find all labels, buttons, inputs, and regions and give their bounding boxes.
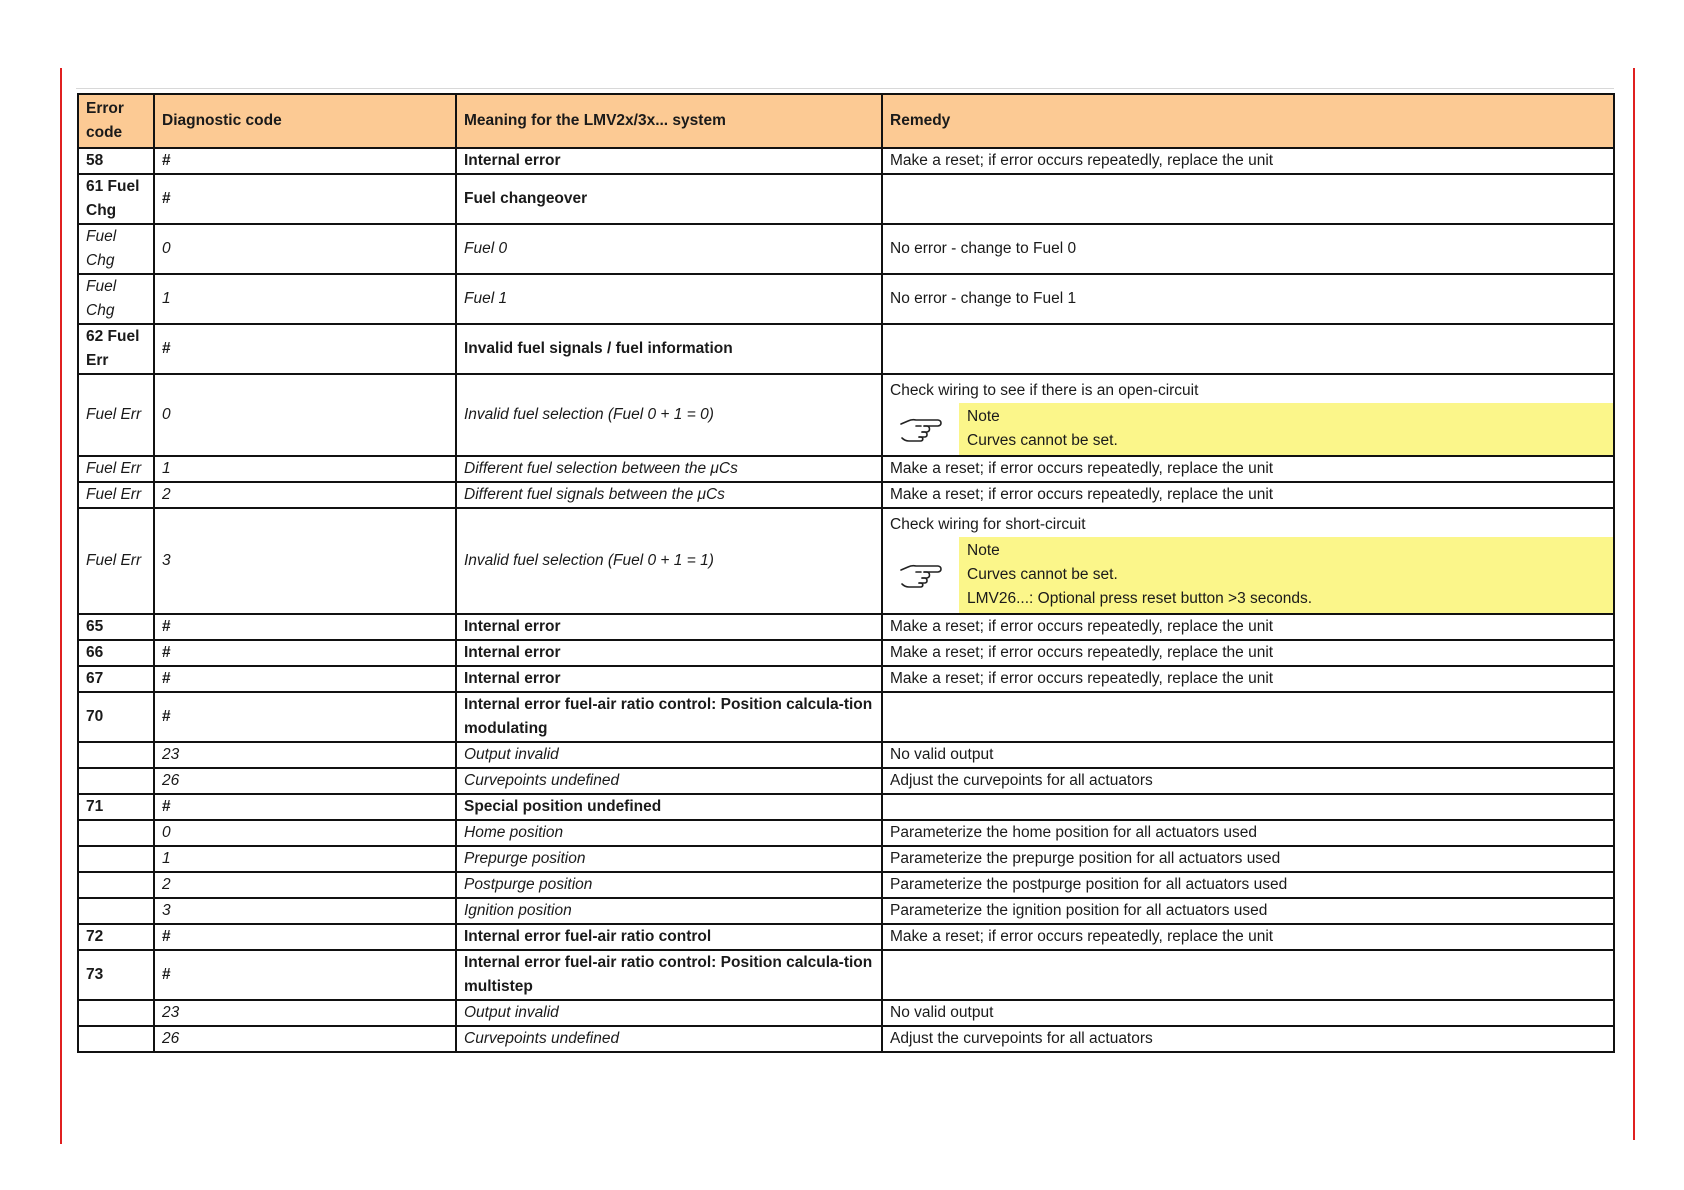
error-code-cell — [78, 898, 154, 924]
note-line: Curves cannot be set. — [967, 432, 1118, 449]
diagnostic-code-cell: 1 — [154, 846, 456, 872]
diagnostic-code-cell: # — [154, 950, 456, 1000]
diagnostic-code-cell: # — [154, 666, 456, 692]
error-code-cell: Fuel Err — [78, 482, 154, 508]
remedy-cell — [882, 950, 1614, 1000]
error-code-cell: 61 Fuel Chg — [78, 174, 154, 224]
meaning-cell: Fuel 0 — [456, 224, 882, 274]
error-code-cell: Fuel Err — [78, 456, 154, 482]
diagnostic-code-cell: 0 — [154, 820, 456, 846]
pointing-hand-icon — [883, 537, 959, 613]
error-code-table — [77, 93, 1615, 1053]
meaning-cell: Different fuel signals between the μCs — [456, 482, 882, 508]
error-code-cell — [78, 820, 154, 846]
diagnostic-code-cell: # — [154, 692, 456, 742]
table-row — [78, 1026, 1614, 1052]
remedy-cell: No valid output — [882, 742, 1614, 768]
table-row — [78, 872, 1614, 898]
diagnostic-code-cell: 23 — [154, 742, 456, 768]
remedy-cell: Make a reset; if error occurs repeatedly, replace the unit — [882, 666, 1614, 692]
page-margin-line-right — [1633, 68, 1635, 1140]
meaning-cell: Curvepoints undefined — [456, 1026, 882, 1052]
table-row — [78, 148, 1614, 174]
diagnostic-code-cell: 26 — [154, 768, 456, 794]
table-row — [78, 692, 1614, 742]
diagnostic-code-cell: 0 — [154, 224, 456, 274]
diagnostic-code-cell: # — [154, 614, 456, 640]
remedy-cell — [882, 508, 1614, 614]
top-rule — [76, 88, 1614, 89]
meaning-cell: Internal error — [456, 666, 882, 692]
table-row — [78, 324, 1614, 374]
remedy-cell: Make a reset; if error occurs repeatedly, replace the unit — [882, 924, 1614, 950]
error-code-cell: Fuel Err — [78, 374, 154, 456]
table-row — [78, 640, 1614, 666]
diagnostic-code-cell: 2 — [154, 482, 456, 508]
diagnostic-code-cell: 1 — [154, 274, 456, 324]
pointing-hand-icon — [883, 403, 959, 455]
error-code-cell: 66 — [78, 640, 154, 666]
remedy-cell: Make a reset; if error occurs repeatedly, replace the unit — [882, 482, 1614, 508]
table-row — [78, 224, 1614, 274]
remedy-cell: Adjust the curvepoints for all actuators — [882, 768, 1614, 794]
table-row — [78, 1000, 1614, 1026]
table-row — [78, 924, 1614, 950]
remedy-text: Check wiring for short-circuit — [890, 516, 1086, 533]
diagnostic-code-cell: 23 — [154, 1000, 456, 1026]
diagnostic-code-cell: # — [154, 640, 456, 666]
table-row — [78, 666, 1614, 692]
table-row — [78, 274, 1614, 324]
remedy-cell: No valid output — [882, 1000, 1614, 1026]
error-code-cell — [78, 742, 154, 768]
note-title: Note — [967, 542, 1000, 559]
error-code-cell — [78, 768, 154, 794]
diagnostic-code-cell: 0 — [154, 374, 456, 456]
table-row — [78, 614, 1614, 640]
header-diagnostic-code: Diagnostic code — [154, 94, 456, 148]
remedy-cell: Make a reset; if error occurs repeatedly, replace the unit — [882, 148, 1614, 174]
meaning-cell: Prepurge position — [456, 846, 882, 872]
meaning-cell: Internal error — [456, 640, 882, 666]
header-remedy: Remedy — [882, 94, 1614, 148]
remedy-cell — [882, 692, 1614, 742]
error-code-cell — [78, 1026, 154, 1052]
note-block — [883, 537, 1613, 613]
error-code-cell: Fuel Chg — [78, 224, 154, 274]
error-code-cell: 65 — [78, 614, 154, 640]
meaning-cell: Special position undefined — [456, 794, 882, 820]
diagnostic-code-cell: # — [154, 324, 456, 374]
error-code-cell — [78, 1000, 154, 1026]
diagnostic-code-cell: 1 — [154, 456, 456, 482]
diagnostic-code-cell: # — [154, 924, 456, 950]
meaning-cell: Internal error fuel-air ratio control: Position calcula-tion modulating — [456, 692, 882, 742]
remedy-cell: Make a reset; if error occurs repeatedly, replace the unit — [882, 640, 1614, 666]
table-row — [78, 846, 1614, 872]
meaning-cell: Different fuel selection between the μCs — [456, 456, 882, 482]
remedy-cell — [882, 324, 1614, 374]
remedy-cell: Make a reset; if error occurs repeatedly, replace the unit — [882, 456, 1614, 482]
table-header-row — [78, 94, 1614, 148]
header-meaning: Meaning for the LMV2x/3x... system — [456, 94, 882, 148]
remedy-cell — [882, 174, 1614, 224]
diagnostic-code-cell: # — [154, 148, 456, 174]
diagnostic-code-cell: 3 — [154, 508, 456, 614]
error-code-cell: 67 — [78, 666, 154, 692]
remedy-cell — [882, 374, 1614, 456]
meaning-cell: Invalid fuel signals / fuel information — [456, 324, 882, 374]
error-code-cell: 73 — [78, 950, 154, 1000]
note-box — [959, 537, 1613, 613]
table-row — [78, 820, 1614, 846]
meaning-cell: Home position — [456, 820, 882, 846]
page-margin-line-left — [60, 68, 62, 1144]
meaning-cell: Internal error — [456, 614, 882, 640]
meaning-cell: Fuel changeover — [456, 174, 882, 224]
meaning-cell: Invalid fuel selection (Fuel 0 + 1 = 1) — [456, 508, 882, 614]
error-code-cell: 72 — [78, 924, 154, 950]
remedy-cell — [882, 794, 1614, 820]
error-code-cell: 58 — [78, 148, 154, 174]
table-row — [78, 742, 1614, 768]
error-code-cell: Fuel Err — [78, 508, 154, 614]
note-block — [883, 403, 1613, 455]
table-row — [78, 456, 1614, 482]
table-row — [78, 898, 1614, 924]
diagnostic-code-cell: 26 — [154, 1026, 456, 1052]
diagnostic-code-cell: 2 — [154, 872, 456, 898]
remedy-text: Check wiring to see if there is an open-circuit — [890, 382, 1199, 399]
remedy-cell: Adjust the curvepoints for all actuators — [882, 1026, 1614, 1052]
meaning-cell: Output invalid — [456, 742, 882, 768]
error-code-cell — [78, 846, 154, 872]
meaning-cell: Ignition position — [456, 898, 882, 924]
meaning-cell: Postpurge position — [456, 872, 882, 898]
remedy-cell: Make a reset; if error occurs repeatedly, replace the unit — [882, 614, 1614, 640]
remedy-cell: Parameterize the prepurge position for all actuators used — [882, 846, 1614, 872]
header-error-code: Error code — [78, 94, 154, 148]
table-row — [78, 950, 1614, 1000]
table-row — [78, 174, 1614, 224]
remedy-cell: Parameterize the ignition position for all actuators used — [882, 898, 1614, 924]
error-code-cell: 71 — [78, 794, 154, 820]
meaning-cell: Internal error fuel-air ratio control — [456, 924, 882, 950]
meaning-cell: Output invalid — [456, 1000, 882, 1026]
table-row — [78, 768, 1614, 794]
meaning-cell: Fuel 1 — [456, 274, 882, 324]
table-row — [78, 508, 1614, 614]
meaning-cell: Internal error — [456, 148, 882, 174]
diagnostic-code-cell: 3 — [154, 898, 456, 924]
note-line: Curves cannot be set. — [967, 566, 1118, 583]
diagnostic-code-cell: # — [154, 794, 456, 820]
error-code-cell — [78, 872, 154, 898]
error-code-cell: 70 — [78, 692, 154, 742]
remedy-cell: No error - change to Fuel 1 — [882, 274, 1614, 324]
meaning-cell: Internal error fuel-air ratio control: Position calcula-tion multistep — [456, 950, 882, 1000]
diagnostic-code-cell: # — [154, 174, 456, 224]
remedy-cell: No error - change to Fuel 0 — [882, 224, 1614, 274]
table-row — [78, 794, 1614, 820]
meaning-cell: Invalid fuel selection (Fuel 0 + 1 = 0) — [456, 374, 882, 456]
note-title: Note — [967, 408, 1000, 425]
remedy-cell: Parameterize the home position for all actuators used — [882, 820, 1614, 846]
table-row — [78, 482, 1614, 508]
error-code-cell: Fuel Chg — [78, 274, 154, 324]
note-line: LMV26...: Optional press reset button >3 seconds. — [967, 590, 1313, 607]
note-box — [959, 403, 1613, 455]
table-row — [78, 374, 1614, 456]
meaning-cell: Curvepoints undefined — [456, 768, 882, 794]
remedy-cell: Parameterize the postpurge position for all actuators used — [882, 872, 1614, 898]
error-code-cell: 62 Fuel Err — [78, 324, 154, 374]
